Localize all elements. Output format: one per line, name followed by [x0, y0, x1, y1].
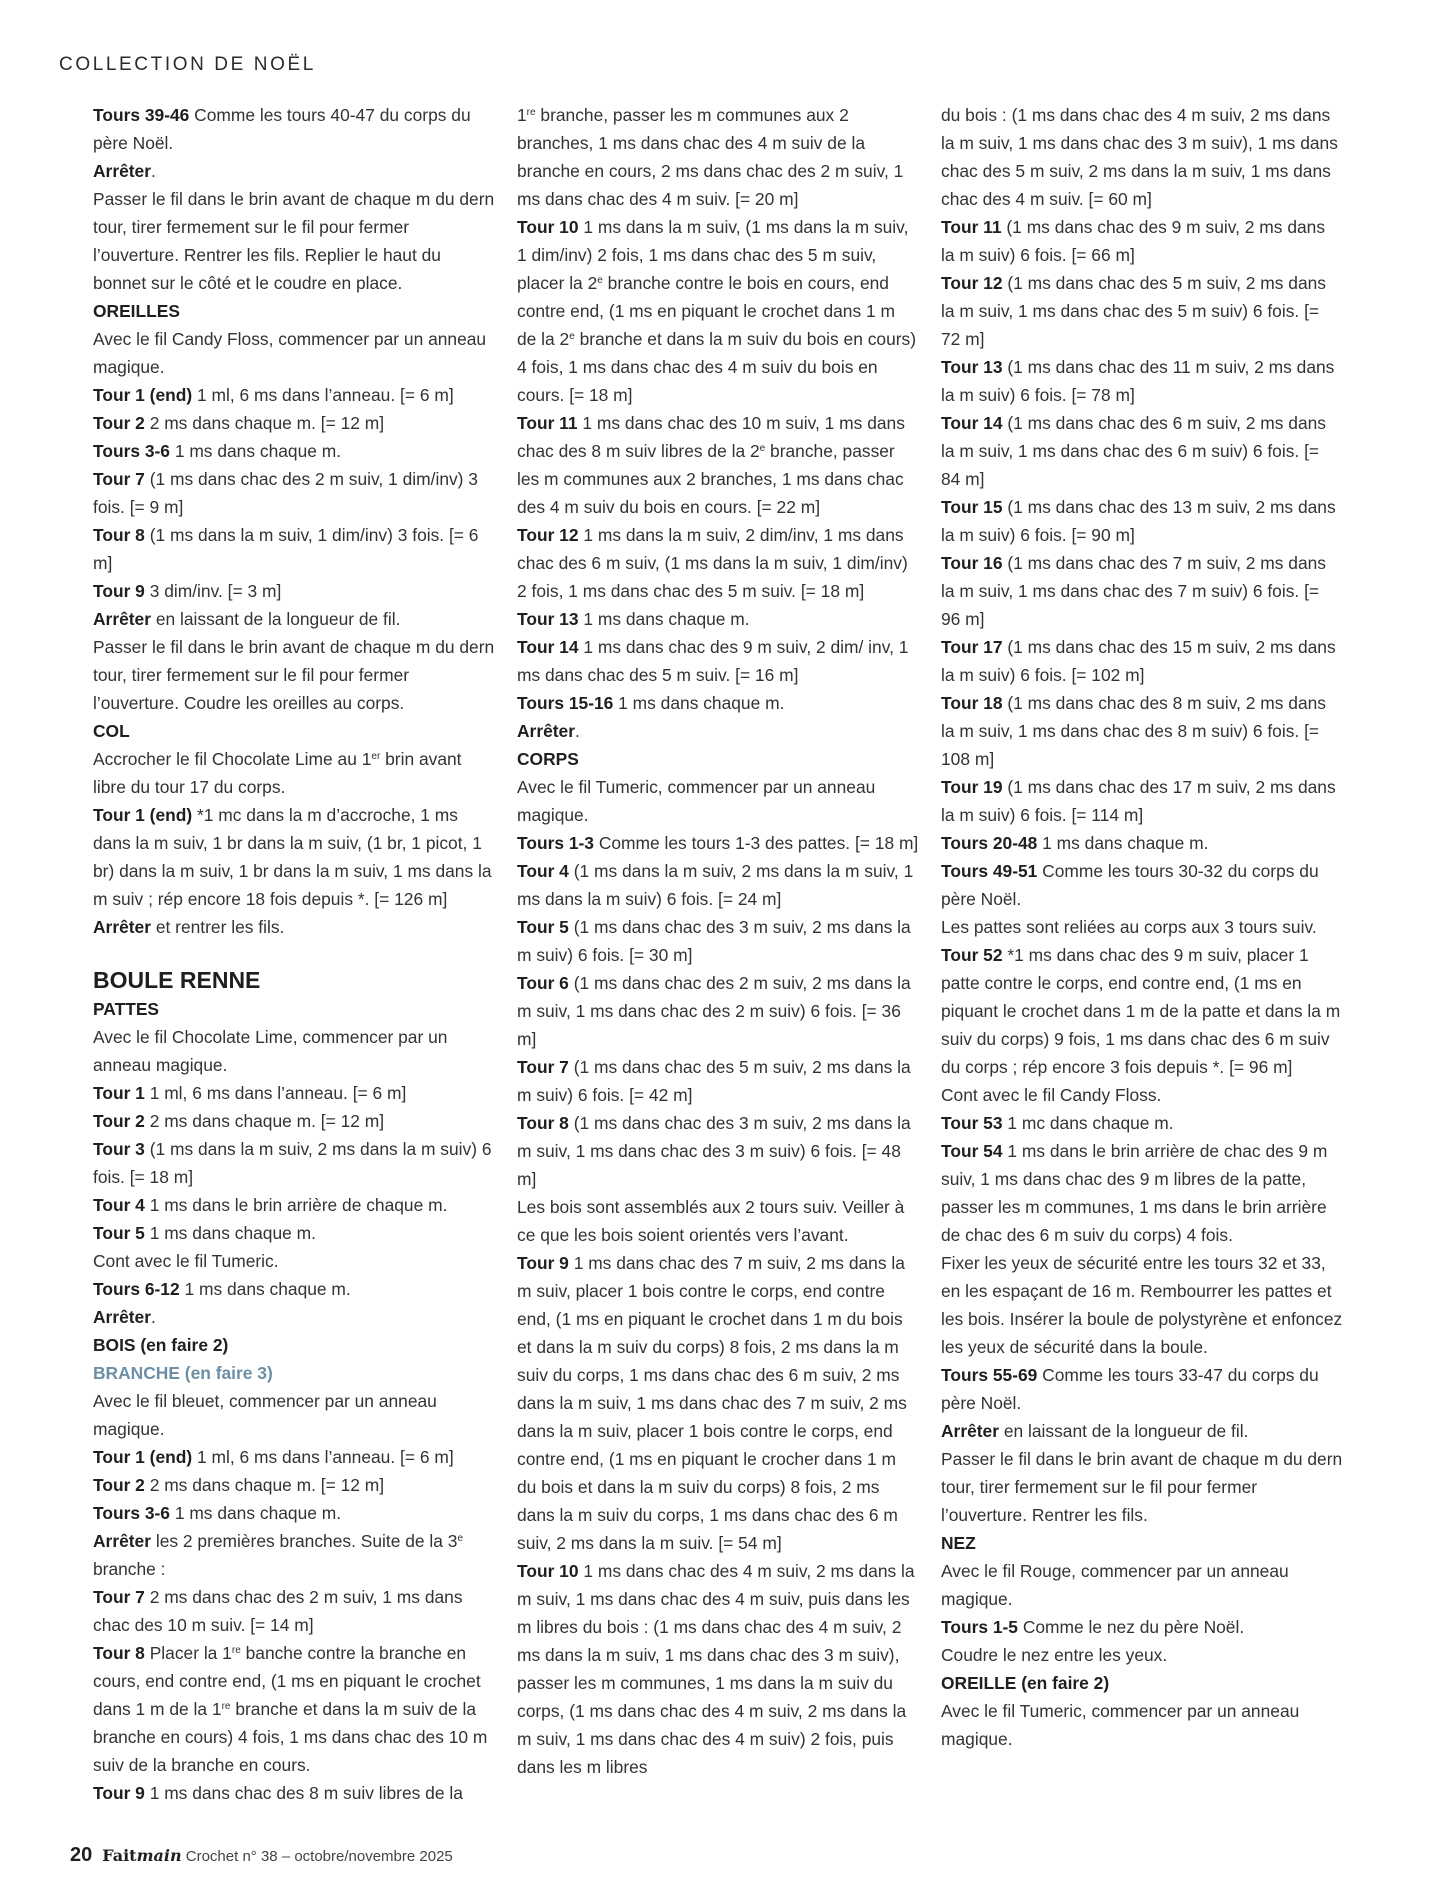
round-label: Tour 10: [517, 1561, 579, 1581]
instruction-text: Comme les tours 33-47 du corps du père Noël.: [941, 1365, 1319, 1413]
round-label: Tours 49-51: [941, 861, 1038, 881]
section-title-boule-renne: BOULE RENNE: [93, 967, 261, 993]
instruction-paragraph: [517, 409, 919, 521]
text-column-1: [93, 101, 495, 1807]
instruction-paragraph: Passer le fil dans le brin avant de chaque m du dern tour, tirer fermement sur le fil pour fermer l’ouverture. Coudre les oreilles au corps.: [93, 637, 495, 713]
round-label: Tour 14: [941, 413, 1003, 433]
instruction-paragraph: [93, 1527, 495, 1583]
round-label: Tour 7: [517, 1057, 569, 1077]
instruction-text: 1 ms dans le brin arrière de chac des 9 m suiv, 1 ms dans chac des 9 m libres de la patte, passer les m communes, 1 ms dans le brin arrière de chac des 6 m suiv du corps) 4 fois.: [941, 1141, 1328, 1245]
instruction-paragraph: [93, 521, 495, 577]
round-label: Tours 55-69: [941, 1365, 1038, 1385]
round-label: Tour 1 (end): [93, 805, 193, 825]
round-label: Tour 2: [93, 413, 145, 433]
instruction-paragraph: [517, 1053, 919, 1109]
instruction-text: 1 ms dans chaque m.: [144, 1223, 316, 1243]
superscript: e: [597, 275, 603, 286]
round-label: Tour 1: [93, 1083, 145, 1103]
instruction-text: (1 ms dans la m suiv, 2 ms dans la m suiv) 6 fois. [= 18 m]: [93, 1139, 492, 1187]
instruction-paragraph: [93, 1499, 495, 1527]
instruction-paragraph: [93, 1779, 495, 1807]
instruction-paragraph: Les bois sont assemblés aux 2 tours suiv. Veiller à ce que les bois soient orientés vers l’avant.: [517, 1197, 905, 1245]
instruction-text: *1 mc dans la m d’accroche, 1 ms dans la m suiv, 1 br dans la m suiv, (1 br, 1 picot, 1 br) dans la m suiv, 1 br dans la m suiv, 1 ms dans la m suiv ; rép encore 18 fois depuis *. [= 126 m]: [93, 805, 492, 909]
round-label: Tour 54: [941, 1141, 1003, 1161]
instruction-text: en laissant de la longueur de fil.: [999, 1421, 1249, 1441]
instruction-paragraph: [93, 577, 495, 605]
round-label: Tour 14: [517, 637, 579, 657]
instruction-paragraph: [941, 857, 1343, 913]
instruction-paragraph: [93, 437, 495, 465]
instruction-paragraph: [517, 829, 919, 857]
round-label: Tours 20-48: [941, 833, 1038, 853]
instruction-paragraph: Fixer les yeux de sécurité entre les tours 32 et 33, en les espaçant de 16 m. Rembourrer les pattes et les bois. Insérer la boule de polystyrène et enfoncez les yeux de sécurité dans la boule.: [941, 1253, 1343, 1357]
round-label: Arrêter: [93, 1307, 151, 1327]
subsection-heading-branche: BRANCHE (en faire 3): [93, 1363, 273, 1383]
section-heading-oreille: OREILLE (en faire 2): [941, 1673, 1110, 1693]
instruction-paragraph: [941, 493, 1343, 549]
instruction-text: (1 ms dans chac des 15 m suiv, 2 ms dans la m suiv) 6 fois. [= 102 m]: [941, 637, 1336, 685]
instruction-text: *1 ms dans chac des 9 m suiv, placer 1 patte contre le corps, end contre end, (1 ms en piquant le crochet dans 1 m de la patte et dans la m suiv du corps) 9 fois, 1 ms dans chac des 6 m suiv du corps ; rép encore 3 fois depuis *. [= 96 m]: [941, 945, 1341, 1077]
instruction-paragraph: [941, 1109, 1343, 1137]
instruction-text: (1 ms dans chac des 3 m suiv, 2 ms dans la m suiv, 1 ms dans chac des 3 m suiv) 6 fois. [= 48 m]: [517, 1113, 911, 1189]
brand-text: Fait: [102, 1846, 137, 1865]
instruction-text: (1 ms dans chac des 5 m suiv, 2 ms dans la m suiv) 6 fois. [= 42 m]: [517, 1057, 911, 1105]
round-label: Tour 9: [93, 581, 145, 601]
instruction-text: (1 ms dans chac des 9 m suiv, 2 ms dans la m suiv) 6 fois. [= 66 m]: [941, 217, 1326, 265]
instruction-text: 2 ms dans chaque m. [= 12 m]: [144, 413, 385, 433]
instruction-paragraph: [93, 1303, 495, 1331]
instruction-text: 1 ms dans chaque m.: [578, 609, 750, 629]
section-heading-col: COL: [93, 721, 130, 741]
instruction-paragraph: Avec le fil Tumeric, commencer par un anneau magique.: [517, 777, 876, 825]
instruction-paragraph: [517, 717, 919, 745]
superscript: re: [231, 1645, 241, 1656]
round-label: Tour 8: [93, 525, 145, 545]
round-label: Tour 1 (end): [93, 1447, 193, 1467]
instruction-text: (1 ms dans chac des 2 m suiv, 1 dim/inv) 3 fois. [= 9 m]: [93, 469, 478, 517]
instruction-paragraph: Avec le fil Chocolate Lime, commencer par un anneau magique.: [93, 1027, 448, 1075]
instruction-paragraph: Avec le fil Rouge, commencer par un anneau magique.: [941, 1561, 1289, 1609]
instruction-paragraph: [93, 1219, 495, 1247]
instruction-text: les 2 premières branches. Suite de la 3: [151, 1531, 458, 1551]
instruction-text: 1 ms dans chac des 9 m suiv, 2 dim/ inv, 1 ms dans chac des 5 m suiv. [= 16 m]: [517, 637, 909, 685]
instruction-text: 2 ms dans chaque m. [= 12 m]: [144, 1111, 385, 1131]
instruction-paragraph: [517, 1249, 919, 1557]
instruction-paragraph: Cont avec le fil Candy Floss.: [941, 1085, 1162, 1105]
instruction-paragraph: [93, 913, 495, 941]
page-number: 20: [70, 1844, 93, 1866]
instruction-text: .: [151, 161, 156, 181]
instruction-paragraph: [941, 941, 1343, 1081]
round-label: Tour 53: [941, 1113, 1003, 1133]
instruction-paragraph: Coudre le nez entre les yeux.: [941, 1645, 1168, 1665]
round-label: Tours 39-46: [93, 105, 190, 125]
round-label: Tour 3: [93, 1139, 145, 1159]
instruction-text: 1 ms dans chac des 7 m suiv, 2 ms dans la m suiv, placer 1 bois contre le corps, end contre end, (1 ms en piquant le crochet dans 1 m du bois et dans la m suiv du corps) 8 fois, 2 ms dans la m suiv du corps, 1 ms dans chac des 6 m suiv, 2 ms dans la m suiv, 1 ms dans chac des 7 m suiv, 2 ms dans la m suiv, placer 1 bois contre le corps, end contre end, (1 ms en piquant le crocher dans 1 m du bois et dans la m suiv du corps) 8 fois, 2 ms dans la m suiv du corps, 1 ms dans chac des 6 m suiv, 2 ms dans la m suiv. [= 54 m]: [517, 1253, 907, 1553]
instruction-text: 1 ms dans le brin arrière de chaque m.: [144, 1195, 448, 1215]
round-label: Arrêter: [93, 1531, 151, 1551]
instruction-paragraph: [941, 689, 1343, 773]
instruction-paragraph: [941, 773, 1343, 829]
instruction-text: 2 ms dans chac des 2 m suiv, 1 ms dans chac des 10 m suiv. [= 14 m]: [93, 1587, 463, 1635]
instruction-text: 1 ms dans la m suiv, 2 dim/inv, 1 ms dans chac des 6 m suiv, (1 ms dans la m suiv, 1 dim/inv) 2 fois, 1 ms dans chac des 5 m suiv. [= 18 m]: [517, 525, 908, 601]
section-heading-oreilles: OREILLES: [93, 301, 180, 321]
instruction-paragraph: [941, 549, 1343, 633]
round-label: Tour 19: [941, 777, 1003, 797]
round-label: Tours 1-5: [941, 1617, 1018, 1637]
round-label: Tour 4: [517, 861, 569, 881]
instruction-text: 1 ms dans chac des 8 m suiv libres de la: [144, 1783, 463, 1803]
instruction-paragraph: Avec le fil Tumeric, commencer par un anneau magique.: [941, 1701, 1300, 1749]
instruction-paragraph: [93, 1191, 495, 1219]
superscript: e: [569, 331, 575, 342]
round-label: Tour 16: [941, 553, 1003, 573]
instruction-paragraph: [93, 409, 495, 437]
instruction-paragraph: [517, 633, 919, 689]
round-label: Tour 7: [93, 469, 145, 489]
round-label: Tours 15-16: [517, 693, 614, 713]
instruction-paragraph: Cont avec le fil Tumeric.: [93, 1251, 279, 1271]
superscript: e: [457, 1533, 463, 1544]
round-label: Tour 5: [93, 1223, 145, 1243]
instruction-text: 1 ml, 6 ms dans l’anneau. [= 6 m]: [192, 1447, 454, 1467]
instruction-paragraph: [93, 801, 495, 913]
instruction-text: branche :: [93, 1559, 166, 1579]
section-header: COLLECTION DE NOËL: [59, 54, 316, 75]
instruction-paragraph: [941, 353, 1343, 409]
instruction-text: branche, passer les m communes aux 2 branches, 1 ms dans chac des 4 m suiv de la branche en cours, 2 ms dans chac des 2 m suiv, 1 ms dans chac des 4 m suiv. [= 20 m]: [517, 105, 904, 209]
instruction-text: Comme les tours 30-32 du corps du père Noël.: [941, 861, 1319, 909]
section-heading-bois: BOIS (en faire 2): [93, 1335, 229, 1355]
round-label: Tour 4: [93, 1195, 145, 1215]
instruction-text: branche et dans la m suiv du bois en cours) 4 fois, 1 ms dans chac des 4 m suiv du bois en cours. [= 18 m]: [517, 329, 917, 405]
brand-script-text: main: [136, 1846, 182, 1865]
page-footer: [70, 1844, 453, 1867]
issue-info: Crochet n° 38 – octobre/novembre 2025: [185, 1848, 453, 1865]
round-label: Tour 18: [941, 693, 1003, 713]
text-column-3: [941, 101, 1343, 1753]
instruction-paragraph: [517, 1109, 919, 1193]
instruction-paragraph: [517, 913, 919, 969]
instruction-paragraph: [941, 213, 1343, 269]
instruction-text: Accrocher le fil Chocolate Lime au 1: [93, 749, 372, 769]
instruction-text: branche contre le bois en cours, end contre end, (1 ms en piquant le crochet dans 1 m de la 2: [517, 273, 895, 349]
instruction-paragraph: [93, 1275, 495, 1303]
superscript: re: [526, 107, 536, 118]
instruction-text: (1 ms dans chac des 13 m suiv, 2 ms dans la m suiv) 6 fois. [= 90 m]: [941, 497, 1336, 545]
instruction-paragraph: [941, 633, 1343, 689]
round-label: Tour 2: [93, 1111, 145, 1131]
instruction-text: (1 ms dans chac des 7 m suiv, 2 ms dans la m suiv, 1 ms dans chac des 7 m suiv) 6 fois. [= 96 m]: [941, 553, 1326, 629]
instruction-paragraph: Passer le fil dans le brin avant de chaque m du dern tour, tirer fermement sur le fil pour fermer l’ouverture. Rentrer les fils.: [941, 1449, 1343, 1525]
section-heading-corps: CORPS: [517, 749, 579, 769]
instruction-paragraph: [93, 381, 495, 409]
round-label: Tours 3-6: [93, 441, 170, 461]
instruction-text: 1 ms dans chac des 4 m suiv, 2 ms dans la m suiv, 1 ms dans chac des 4 m suiv, puis dans les m libres du bois : (1 ms dans chac des 4 m suiv, 2 ms dans la m suiv, 1 ms dans chac des 3 m suiv), passer les m communes, 1 ms dans la m suiv du corps, (1 ms dans chac des 4 m suiv, 2 ms dans la m suiv, 1 ms dans chac des 4 m suiv) 2 fois, puis dans les m libres: [517, 1561, 915, 1777]
instruction-paragraph: [93, 1443, 495, 1471]
instruction-text: 1 ms dans chaque m.: [179, 1279, 351, 1299]
instruction-text: Placer la 1: [144, 1643, 232, 1663]
instruction-text: (1 ms dans la m suiv, 2 ms dans la m suiv, 1 ms dans la m suiv) 6 fois. [= 24 m]: [517, 861, 914, 909]
section-heading-nez: NEZ: [941, 1533, 976, 1553]
round-label: Tour 2: [93, 1475, 145, 1495]
instruction-paragraph: [941, 1361, 1343, 1417]
instruction-text: 1: [517, 105, 527, 125]
round-label: Arrêter: [93, 161, 151, 181]
instruction-paragraph: [93, 465, 495, 521]
instruction-paragraph: [517, 1557, 919, 1781]
instruction-paragraph: [93, 745, 495, 801]
section-heading-pattes: PATTES: [93, 999, 160, 1019]
instruction-paragraph: [941, 1137, 1343, 1249]
round-label: Tour 11: [517, 413, 578, 433]
instruction-text: 1 ms dans chaque m.: [1037, 833, 1209, 853]
instruction-text: brin avant libre du tour 17 du corps.: [93, 749, 462, 797]
instruction-paragraph: Les pattes sont reliées au corps aux 3 tours suiv.: [941, 917, 1317, 937]
instruction-text: (1 ms dans chac des 2 m suiv, 2 ms dans la m suiv, 1 ms dans chac des 2 m suiv) 6 fois. [= 36 m]: [517, 973, 911, 1049]
instruction-text: en laissant de la longueur de fil.: [151, 609, 401, 629]
round-label: Tour 8: [517, 1113, 569, 1133]
instruction-paragraph: [517, 101, 919, 213]
round-label: Arrêter: [941, 1421, 999, 1441]
instruction-paragraph: du bois : (1 ms dans chac des 4 m suiv, 2 ms dans la m suiv, 1 ms dans chac des 3 m suiv), 1 ms dans chac des 5 m suiv, 2 ms dans la m suiv, 1 ms dans chac des 4 m suiv. [= 60 m]: [941, 105, 1338, 209]
instruction-text: 1 mc dans chaque m.: [1002, 1113, 1174, 1133]
round-label: Tour 7: [93, 1587, 145, 1607]
round-label: Tour 9: [93, 1783, 145, 1803]
round-label: Tour 10: [517, 217, 579, 237]
instruction-text: .: [151, 1307, 156, 1327]
instruction-text: Comme les tours 40-47 du corps du père Noël.: [93, 105, 471, 153]
round-label: Arrêter: [517, 721, 575, 741]
instruction-text: (1 ms dans chac des 6 m suiv, 2 ms dans la m suiv, 1 ms dans chac des 6 m suiv) 6 fois. [= 84 m]: [941, 413, 1326, 489]
round-label: Arrêter: [93, 917, 151, 937]
instruction-text: Comme le nez du père Noël.: [1017, 1617, 1245, 1637]
instruction-paragraph: Avec le fil Candy Floss, commencer par un anneau magique.: [93, 329, 487, 377]
round-label: Tours 3-6: [93, 1503, 170, 1523]
instruction-text: Comme les tours 1-3 des pattes. [= 18 m]: [593, 833, 919, 853]
instruction-text: 3 dim/inv. [= 3 m]: [144, 581, 282, 601]
instruction-paragraph: [517, 213, 919, 409]
round-label: Tour 17: [941, 637, 1003, 657]
instruction-paragraph: Avec le fil bleuet, commencer par un anneau magique.: [93, 1391, 437, 1439]
instruction-paragraph: [93, 1107, 495, 1135]
instruction-text: et rentrer les fils.: [151, 917, 285, 937]
round-label: Tour 15: [941, 497, 1003, 517]
instruction-paragraph: [517, 857, 919, 913]
instruction-text: branche, passer les m communes aux 2 branches, 1 ms dans chac des 4 m suiv du bois en cours. [= 22 m]: [517, 441, 904, 517]
instruction-paragraph: [93, 1639, 495, 1779]
instruction-paragraph: [941, 409, 1343, 493]
superscript: e: [759, 443, 766, 454]
instruction-paragraph: [517, 521, 919, 605]
instruction-paragraph: [941, 829, 1343, 857]
round-label: Tour 9: [517, 1253, 569, 1273]
round-label: Tour 6: [517, 973, 569, 993]
round-label: Tour 11: [941, 217, 1002, 237]
round-label: Tour 1 (end): [93, 385, 193, 405]
instruction-text: .: [575, 721, 580, 741]
round-label: Tour 8: [93, 1643, 145, 1663]
instruction-paragraph: [93, 1583, 495, 1639]
instruction-text: (1 ms dans la m suiv, 1 dim/inv) 3 fois. [= 6 m]: [93, 525, 479, 573]
round-label: Tour 5: [517, 917, 569, 937]
instruction-text: branche et dans la m suiv de la branche en cours) 4 fois, 1 ms dans chac des 10 m suiv de la branche en cours.: [93, 1699, 488, 1775]
instruction-text: 2 ms dans chaque m. [= 12 m]: [144, 1475, 385, 1495]
instruction-paragraph: [941, 1613, 1343, 1641]
instruction-text: banche contre la branche en cours, end contre end, (1 ms en piquant le crochet dans 1 m de la 1: [93, 1643, 481, 1719]
instruction-paragraph: [93, 101, 495, 157]
instruction-text: (1 ms dans chac des 5 m suiv, 2 ms dans la m suiv, 1 ms dans chac des 5 m suiv) 6 fois. [= 72 m]: [941, 273, 1326, 349]
instruction-text: (1 ms dans chac des 11 m suiv, 2 ms dans la m suiv) 6 fois. [= 78 m]: [941, 357, 1335, 405]
round-label: Arrêter: [93, 609, 151, 629]
instruction-paragraph: [517, 605, 919, 633]
instruction-paragraph: [941, 269, 1343, 353]
round-label: Tour 52: [941, 945, 1003, 965]
instruction-text: (1 ms dans chac des 17 m suiv, 2 ms dans la m suiv) 6 fois. [= 114 m]: [941, 777, 1336, 825]
round-label: Tour 12: [517, 525, 579, 545]
instruction-paragraph: [941, 1417, 1343, 1445]
instruction-paragraph: Passer le fil dans le brin avant de chaque m du dern tour, tirer fermement sur le fil pour fermer l’ouverture. Rentrer les fils. Replier le haut du bonnet sur le côté et le coudre en place.: [93, 189, 495, 293]
instruction-text: 1 ml, 6 ms dans l’anneau. [= 6 m]: [144, 1083, 407, 1103]
round-label: Tour 13: [517, 609, 579, 629]
instruction-text: 1 ms dans chaque m.: [169, 441, 342, 461]
instruction-text: (1 ms dans chac des 3 m suiv, 2 ms dans la m suiv) 6 fois. [= 30 m]: [517, 917, 911, 965]
instruction-text: 1 ms dans la m suiv, (1 ms dans la m suiv, 1 dim/inv) 2 fois, 1 ms dans chac des 5 m suiv, placer la 2: [517, 217, 909, 293]
round-label: Tours 1-3: [517, 833, 594, 853]
instruction-text: (1 ms dans chac des 8 m suiv, 2 ms dans la m suiv, 1 ms dans chac des 8 m suiv) 6 fois. [= 108 m]: [941, 693, 1326, 769]
instruction-text: 1 ms dans chaque m.: [613, 693, 785, 713]
round-label: Tour 12: [941, 273, 1003, 293]
instruction-paragraph: [93, 1135, 495, 1191]
instruction-text: 1 ms dans chaque m.: [169, 1503, 342, 1523]
instruction-text: 1 ms dans chac des 10 m suiv, 1 ms dans chac des 8 m suiv libres de la 2: [517, 413, 905, 461]
instruction-paragraph: [93, 1079, 495, 1107]
instruction-paragraph: [517, 969, 919, 1053]
instruction-paragraph: [517, 689, 919, 717]
instruction-paragraph: [93, 605, 495, 633]
instruction-text: 1 ml, 6 ms dans l’anneau. [= 6 m]: [192, 385, 454, 405]
magazine-brand: [102, 1846, 181, 1865]
round-label: Tours 6-12: [93, 1279, 180, 1299]
superscript: er: [371, 751, 381, 762]
text-column-2: [517, 101, 919, 1781]
superscript: re: [221, 1701, 231, 1712]
instruction-paragraph: [93, 157, 495, 185]
instruction-paragraph: [93, 1471, 495, 1499]
round-label: Tour 13: [941, 357, 1003, 377]
